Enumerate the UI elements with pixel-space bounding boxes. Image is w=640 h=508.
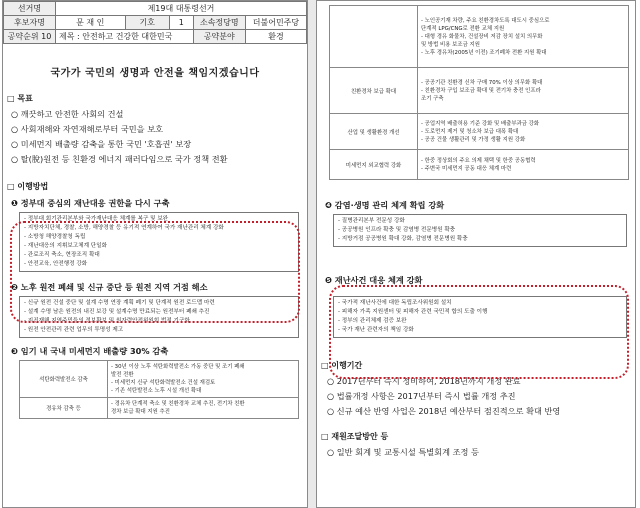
methods-heading: □ 이행방법 [7,182,49,191]
finance-heading: □ 재원조달방안 등 [321,432,389,441]
header-cell: 공약분야 [193,30,245,44]
pledge-header-table [3,1,307,44]
header-cell: 공약순위 10 [4,30,56,44]
method-table-label: 석탄화력발전소 감축 [20,361,108,398]
continued-table-wrap [329,5,629,180]
method-table-content: - 30년 이상 노후 석탄화력발전소 가동 중단 및 조기 폐쇄 발전 전환 - 미세먼지 신규 석탄화력발전소 건설 재검토 - 기존 석탄발전소 노후 시설 개선 확대 [108,361,299,398]
method-title: ❶ 정부대 중심의 재난대응 권한을 다시 구축 [11,198,170,208]
header-cell: 더불어민주당 [245,16,306,30]
square-bullet-icon: □ [321,361,332,370]
method-line: - 안전교육, 안전행정 강화 [24,261,88,267]
table-label: 미세먼지 외교협력 강화 [330,150,418,180]
method-line: - 설계 수명 남은 원전의 내진 보강 및 설계수명 만료되는 원전부터 폐쇄 추진 [24,309,210,315]
continued-table [329,5,629,180]
method-title: ❹ 감염·생명 관리 체계 확립 강화 [325,200,445,210]
table-content: - 공업지역 배출허용 기준 강화 및 배출부과금 강화 - 도로먼지 제거 및 청소차 보급 대폭 확대 - 공공 건물 생활관리 및 가정 생활 지원 강화 [418,114,629,150]
table-content: - 한중 정상회의 주요 의제 채택 및 한중 공동협력 - 주변국 미세먼지 공동 대응 체계 마련 [418,150,629,180]
method-line: - 질병관리본부 전문성 강화 [338,218,405,224]
method-table-wrap [19,360,299,419]
schedule-item: ○ 법률개정 사항은 2017년부터 즉시 법률 개정 추진 [327,391,516,401]
method-line: - 피해자 가족 지원센터 및 피해자 관련 국민적 합의 도출 이행 [338,309,488,315]
method-title: ❸ 임기 내 국내 미세먼지 배출량 30% 감축 [11,346,169,356]
method-box [333,214,627,247]
method-line: - 국가 재난 관련자의 책임 강화 [338,327,414,333]
pledge-page-right [316,0,636,508]
method-line: - 재난대응의 지휘보고체계 단일화 [24,243,108,249]
method-line: - 정부대 회기관리본부와 국가재난대응 체계를 복구 및 보완 [24,216,169,222]
schedule-heading: □ 이행기간 [321,361,363,370]
method-line: - 지방거점 공공병원 확대 강화, 감염병 전문병원 확충 [338,236,468,242]
goal-item: ○ 깨끗하고 안전한 사회의 건설 [11,109,124,119]
highlight-dotted-frame [329,285,629,379]
goals-heading: □ 목표 [7,94,33,103]
square-bullet-icon: □ [7,94,18,103]
goal-item: ○ 탈(脫)원전 등 친환경 에너지 패러다임으로 국가 정책 전환 [11,154,228,164]
page-gap [308,0,316,508]
header-cell: 1 [169,16,193,30]
schedule-item: ○ 2017년부터 즉시 정비하여, 2018년까지 개정 완료 [327,376,521,386]
method-table-label: 경유차 감축 등 [20,398,108,419]
method-table [19,360,299,419]
method-line: - 관료조직 축소, 현장조직 확대 [24,252,100,258]
method-line: - 국가적 재난사건에 대한 독립조사위원회 설치 [338,300,452,306]
header-cell: 기호 [125,16,169,30]
square-bullet-icon: □ [7,182,18,191]
method-line: - 지진재해 지역주민들의 정보확보 및 원자력안전위원회 법적 기구화 [24,318,190,324]
method-line: - 소방청 해양경찰청 독립 [24,234,86,240]
method-title: ❷ 노후 원전 폐쇄 및 신규 중단 등 원전 지역 거점 해소 [11,282,208,292]
highlight-dotted-frame [10,221,300,323]
finance-item: ○ 일반 회계 및 교통시설 특별회계 조정 등 [327,447,479,457]
goal-item: ○ 미세먼지 배출량 감축을 통한 국민 '호흡권' 보장 [11,139,192,149]
method-title: ❺ 재난사건 대응 체계 강화 [325,275,423,285]
table-content: - 공공기관 친환경 신차 구매 70% 이상 의무화 확대 - 친환경차 구입 보조금 확대 및 전기차 충전 인프라 조기 구축 [418,68,629,114]
table-label: 산업 및 생활환경 개선 [330,114,418,150]
header-cell: 문 재 인 [56,16,126,30]
table-content: - 노인공기재 차량, 주요 친환경차도록 대도시 중심으로 단계적 LPG/CNG로 전환 교체 지원 - 대형 경유 화물차, 건설장비 저감 장치 설치 의무화 및 방법 비용 보조금 지원 - 노후 경유차(2005년 이전) 조기폐차 전환 지원 확대 [418,6,629,68]
method-line: - 정부의 관리체제 검증 보완 [338,318,407,324]
header-cell: 제목 : 안전하고 건강한 대한민국 [56,30,194,44]
header-cell: 제19대 대통령선거 [56,2,307,16]
pledge-page-left [2,0,308,508]
table-label: 친환경차 보급 확대 [330,68,418,114]
table-label [330,6,418,68]
header-cell: 후보자명 [4,16,56,30]
square-bullet-icon: □ [321,432,332,441]
header-cell: 환경 [245,30,306,44]
schedule-item: ○ 신규 예산 반영 사업은 2018년 예산부터 점진적으로 확대 반영 [327,406,561,416]
header-cell: 선거명 [4,2,56,16]
method-line: - 지방자치단체, 경찰, 소방, 해양경찰 등 유기적 연계하여 국가 재난관리 체계 강화 [24,225,224,231]
method-line: - 공공병원 인프라 확충 및 감염병 전문병원 확충 [338,227,456,233]
method-line: - 원전 안전관리 관련 업무의 투명성 제고 [24,327,124,333]
method-line: - 신규 원전 건설 중단 및 설계 수명 연장 계획 폐기 및 단계적 원전 로드맵 마련 [24,300,215,306]
header-cell: 소속정당명 [193,16,245,30]
goal-item: ○ 사회재해와 자연재해로부터 국민을 보호 [11,124,164,134]
method-table-content: - 경유차 단계적 축소 및 친환경차 교체 추진, 전기차 친환 경차 보급 확대 지원 추진 [108,398,299,419]
pledge-title: 국가가 국민의 생명과 안전을 책임지겠습니다 [50,68,260,79]
